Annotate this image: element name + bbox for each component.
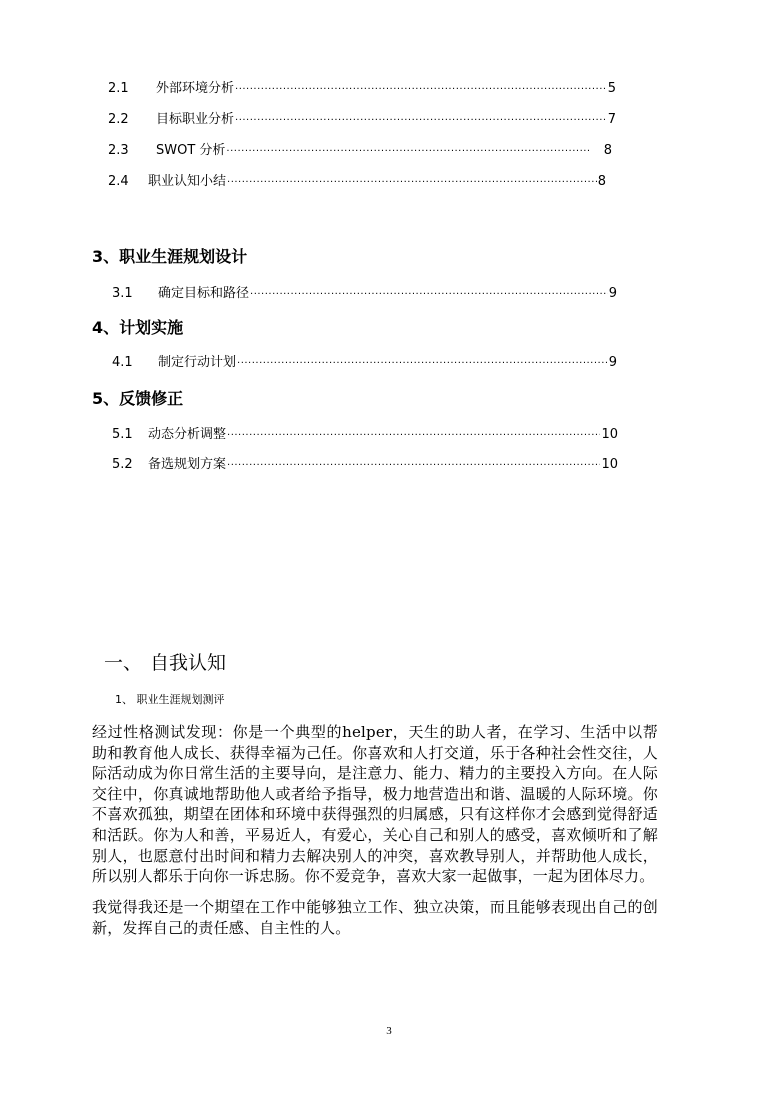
toc-entry[interactable] xyxy=(112,286,617,303)
toc-chapter-heading[interactable]: 3、职业生涯规划设计 xyxy=(92,247,248,266)
toc-dot-leader xyxy=(235,82,607,98)
toc-chapter-heading[interactable]: 5、反馈修正 xyxy=(92,389,184,408)
toc-dot-leader xyxy=(226,144,589,160)
toc-dot-leader xyxy=(250,287,608,303)
toc-dot-leader xyxy=(235,113,607,129)
toc-entry-number: 2.3 xyxy=(108,143,129,158)
toc-entry-title: SWOT 分析 xyxy=(156,143,226,158)
toc-entry[interactable] xyxy=(108,143,612,160)
toc-entry-page: 10 xyxy=(601,457,618,472)
toc-entry-number: 5.1 xyxy=(112,427,133,442)
body-paragraph: 经过性格测试发现：你是一个典型的helper，天生的助人者，在学习、生活中以帮助和教育他人成长、获得幸福为己任。你喜欢和人打交道，乐于各种社会性交往，人际活动成为你日常生活的主要导向，是注意力、能力、精力的主要投入方向。在人际交往中，你真诚地帮助他人或者给予指导，极力地营造出和谐、温暖的人际环境。你不喜欢孤独，期望在团体和环境中获得强烈的归属感，只有这样你才会感到觉得舒适和活跃。你为人和善，平易近人，有爱心，关心自己和别人的感受，喜欢倾听和了解别人，也愿意付出时间和精力去解决别人的冲突，喜欢教导别人，并帮助他人成长，所以别人都乐于向你一诉忠肠。你不爱竞争，喜欢大家一起做事，一起为团体尽力。 xyxy=(92,723,658,886)
toc-entry-title: 目标职业分析 xyxy=(156,112,235,127)
toc-entry-title: 备选规划方案 xyxy=(148,457,227,472)
section-heading xyxy=(104,651,226,675)
toc-entry-page: 8 xyxy=(603,143,612,158)
body-paragraph: 我觉得我还是一个期望在工作中能够独立工作、独立决策，而且能够表现出自己的创新，发挥自己的责任感、自主性的人。 xyxy=(92,898,658,937)
sub-heading: 1、 职业生涯规划测评 xyxy=(115,693,225,706)
section-number: 一、 xyxy=(104,652,143,674)
toc-entry-page: 5 xyxy=(607,81,616,96)
toc-entry-number: 3.1 xyxy=(112,286,133,301)
toc-entry[interactable] xyxy=(112,457,618,474)
toc-entry-page: 9 xyxy=(608,355,617,370)
toc-entry-number: 5.2 xyxy=(112,457,133,472)
section-title: 自我认知 xyxy=(150,652,227,674)
toc-dot-leader xyxy=(227,175,597,191)
toc-entry-title: 外部环境分析 xyxy=(156,81,235,96)
toc-entry-title: 动态分析调整 xyxy=(148,427,227,442)
toc-entry-number: 2.2 xyxy=(108,112,129,127)
toc-chapter-heading[interactable]: 4、计划实施 xyxy=(92,318,184,337)
toc-entry-title: 制定行动计划 xyxy=(158,355,237,370)
toc-dot-leader xyxy=(237,356,608,372)
toc-dot-leader xyxy=(227,458,600,474)
page-number: 3 xyxy=(386,1025,392,1037)
toc-entry-page: 10 xyxy=(601,427,618,442)
toc-entry[interactable] xyxy=(108,112,616,129)
toc-entry-number: 4.1 xyxy=(112,355,133,370)
toc-entry-title: 职业认知小结 xyxy=(148,174,227,189)
toc-entry-page: 8 xyxy=(597,174,606,189)
toc-entry[interactable] xyxy=(112,427,618,444)
toc-entry-number: 2.4 xyxy=(108,174,129,189)
toc-entry-number: 2.1 xyxy=(108,81,129,96)
toc-entry-page: 7 xyxy=(607,112,616,127)
toc-dot-leader xyxy=(227,428,600,444)
toc-entry[interactable] xyxy=(112,355,617,372)
toc-entry[interactable] xyxy=(108,81,616,98)
toc-entry-title: 确定目标和路径 xyxy=(158,286,250,301)
toc-entry[interactable] xyxy=(108,174,606,191)
toc-entry-page: 9 xyxy=(608,286,617,301)
